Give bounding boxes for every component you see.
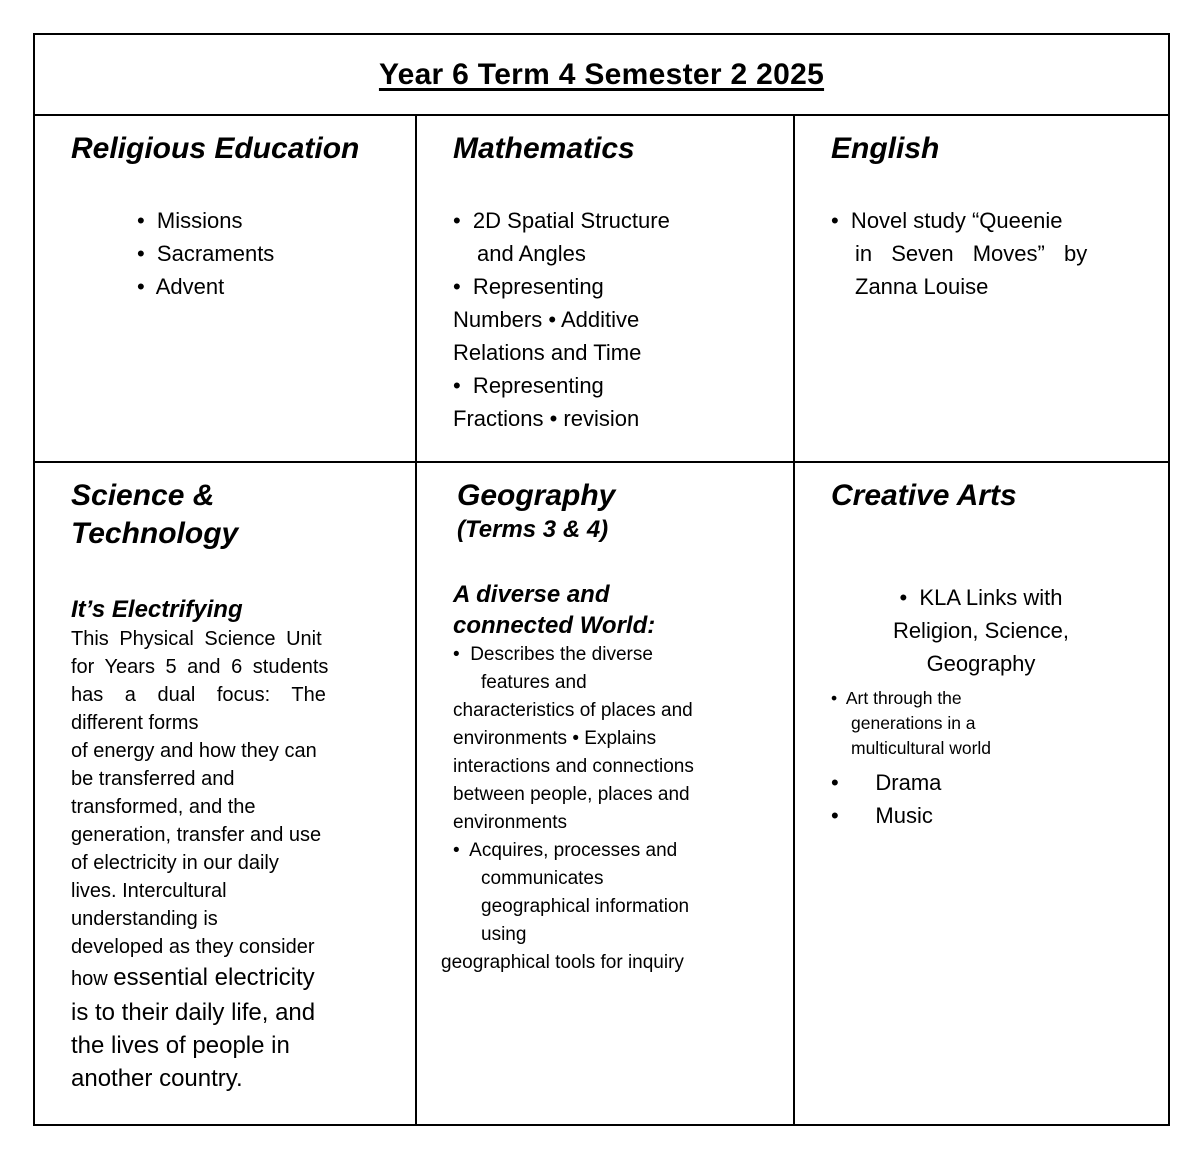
table-row: [35, 463, 1168, 1124]
english-heading: English: [831, 132, 940, 165]
heading-line: Science &: [71, 479, 215, 512]
paragraph-line: of electricity in our daily: [71, 852, 279, 874]
art-item: [831, 686, 1156, 761]
heading-line: Technology: [71, 517, 239, 550]
bullet-item-continuation: environments • Explains: [453, 728, 657, 749]
bullet-item-continuation: Relations and Time: [453, 340, 642, 365]
geography-outcomes-list: [441, 641, 781, 977]
paragraph-line: be transferred and: [71, 768, 235, 790]
mathematics-heading: Mathematics: [453, 132, 635, 165]
heading-line: connected World:: [453, 612, 656, 639]
bullet-item-continuation: features and: [481, 672, 587, 693]
bullet-item-continuation: environments: [453, 812, 568, 833]
bullet-item-continuation: and Angles: [477, 241, 586, 266]
bullet-item: • Sacraments: [137, 241, 275, 266]
cell-creative-arts: [795, 463, 1168, 1124]
cell-religious-education: [35, 116, 417, 461]
cell-geography: [417, 463, 795, 1124]
bullet-item: • Describes the diverse: [453, 644, 653, 665]
bullet-item-continuation: geographical tools for inquiry: [441, 952, 684, 973]
cell-english: [795, 116, 1168, 461]
curriculum-table: [33, 33, 1170, 1126]
science-technology-heading: [71, 477, 403, 553]
bullet-item: • Representing: [453, 274, 604, 299]
paragraph-line: [71, 961, 403, 996]
bullet-item-continuation: characteristics of places and: [453, 700, 693, 721]
bullet-item: • Representing: [453, 373, 604, 398]
bullet-item-continuation: multicultural world: [851, 738, 992, 758]
table-row: [35, 116, 1168, 463]
paragraph-line: transformed, and the: [71, 796, 256, 818]
bullet-item-continuation: interactions and connections: [453, 756, 694, 777]
creative-arts-heading: Creative Arts: [831, 479, 1017, 512]
bullet-item: • Music: [831, 803, 933, 828]
bullet-item: • Missions: [137, 208, 243, 233]
bullet-item-continuation: communicates: [481, 868, 604, 889]
english-list: [831, 204, 1156, 303]
science-unit-title: It’s Electrifying: [71, 596, 243, 623]
page-title: Year 6 Term 4 Semester 2 2025: [378, 57, 825, 91]
bullet-item-continuation: Numbers • Additive: [453, 307, 640, 332]
bullet-item-continuation: Zanna Louise: [855, 274, 989, 299]
geography-unit-title: [453, 579, 781, 641]
bullet-item: • Art through the: [831, 688, 962, 708]
paragraph-fragment-small: how: [71, 968, 114, 990]
bullet-item: • Acquires, processes and: [453, 840, 678, 861]
bullet-item: • 2D Spatial Structure: [453, 208, 670, 233]
religious-education-list: [137, 204, 403, 303]
paragraph-line: has a dual focus: The: [71, 684, 326, 706]
kla-links-item: [831, 581, 1131, 680]
geography-terms-subtitle: (Terms 3 & 4): [457, 516, 609, 543]
bullet-item: • Advent: [137, 274, 225, 299]
paragraph-line: developed as they consider: [71, 936, 315, 958]
bullet-item: • Novel study “Queenie: [831, 208, 1063, 233]
geography-heading: Geography: [457, 479, 616, 512]
cell-mathematics: [417, 116, 795, 461]
bullet-item: • Drama: [831, 770, 942, 795]
paragraph-line: generation, transfer and use: [71, 824, 322, 846]
cell-science-technology: [35, 463, 417, 1124]
bullet-item-continuation: using: [481, 924, 527, 945]
bullet-item-continuation: Geography: [926, 651, 1036, 676]
paragraph-line: is to their daily life, and: [71, 999, 316, 1026]
bullet-item-continuation: generations in a: [851, 713, 976, 733]
paragraph-line: This Physical Science Unit: [71, 628, 322, 650]
bullet-item: • KLA Links with: [899, 585, 1063, 610]
paragraph-line: lives. Intercultural: [71, 880, 227, 902]
bullet-item-continuation: in Seven Moves” by: [855, 241, 1088, 266]
paragraph-line: of energy and how they can: [71, 740, 317, 762]
mathematics-list: [453, 204, 781, 435]
title-row: [35, 35, 1168, 116]
religious-education-heading: Religious Education: [71, 132, 360, 165]
science-unit-description: [71, 625, 403, 1095]
bullet-item-continuation: between people, places and: [453, 784, 690, 805]
paragraph-line: for Years 5 and 6 students: [71, 656, 329, 678]
paragraph-line: another country.: [71, 1065, 243, 1092]
paragraph-line: the lives of people in: [71, 1032, 290, 1059]
paragraph-line: understanding is: [71, 908, 218, 930]
heading-line: A diverse and: [453, 581, 610, 608]
paragraph-fragment-large: essential electricity: [113, 964, 315, 991]
bullet-item-continuation: Fractions • revision: [453, 406, 640, 431]
creative-arts-list: [831, 766, 1156, 832]
bullet-item-continuation: geographical information: [481, 896, 690, 917]
paragraph-line: different forms: [71, 712, 199, 734]
bullet-item-continuation: Religion, Science,: [892, 618, 1070, 643]
